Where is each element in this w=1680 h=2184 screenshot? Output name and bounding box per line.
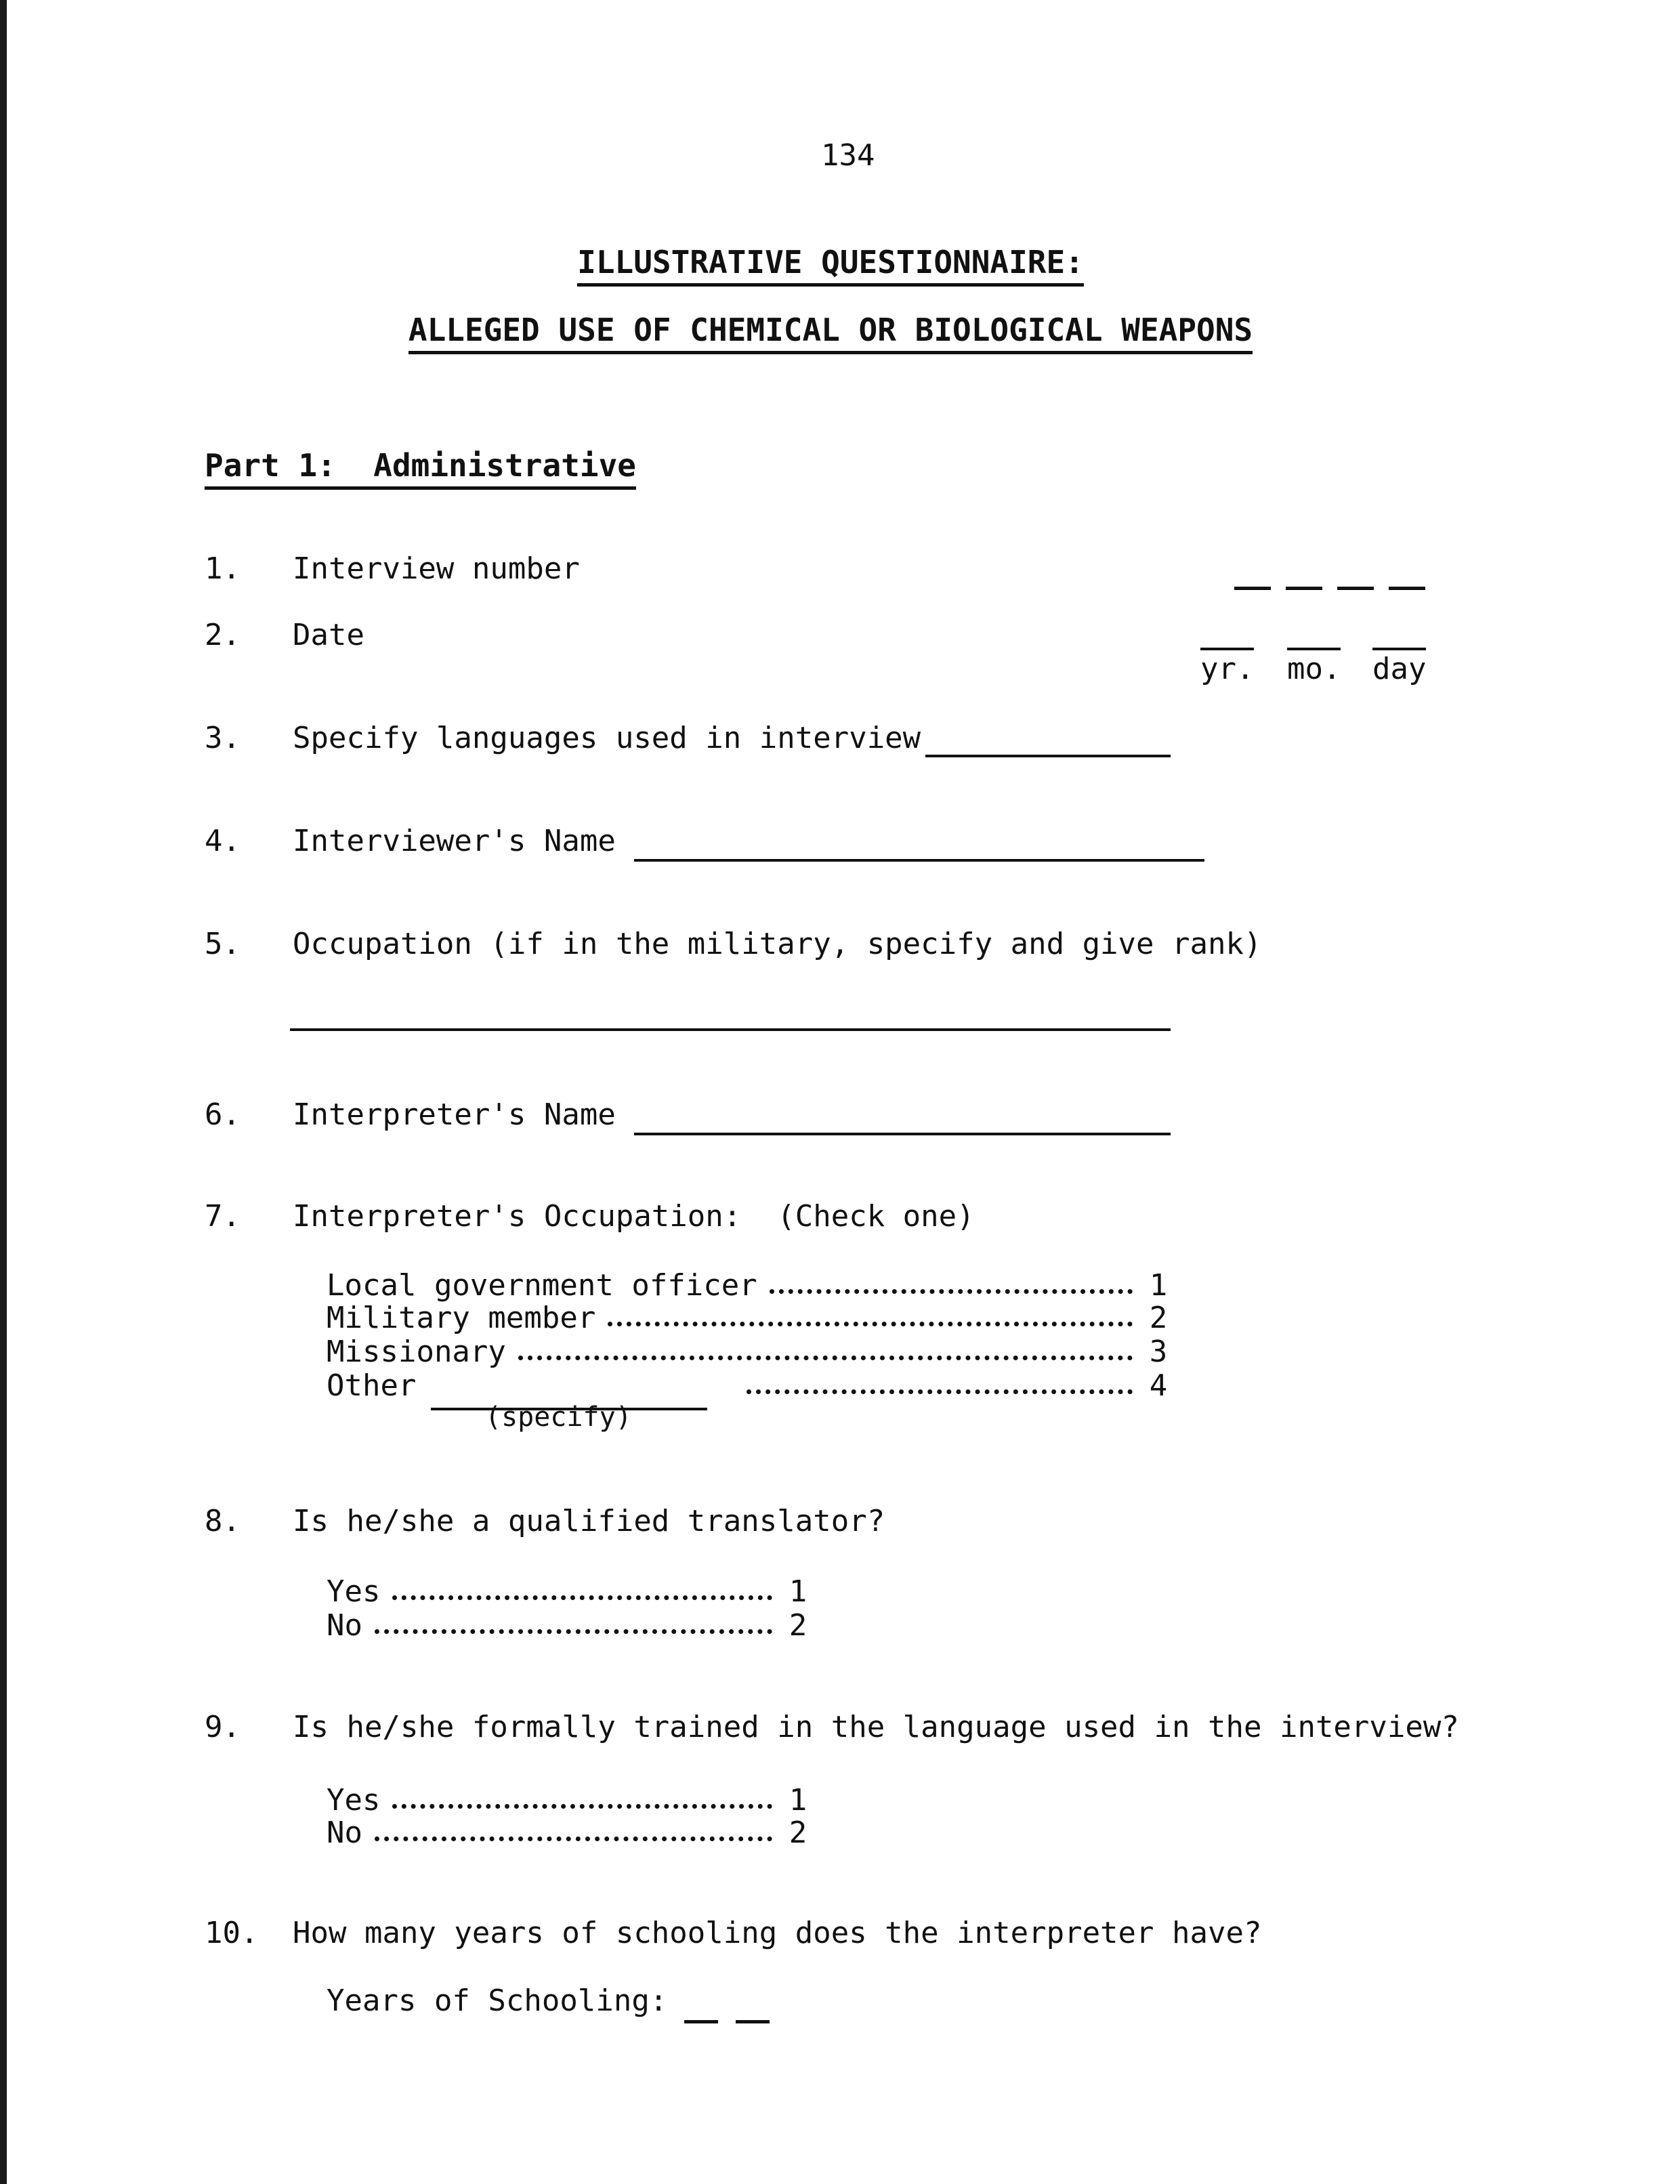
dot-leader: [770, 1289, 1133, 1294]
q9-text: Is he/she formally trained in the language used in the interview?: [293, 1710, 1459, 1744]
interview-number-blank-3[interactable]: [1337, 587, 1374, 590]
option-code: 1: [789, 1574, 807, 1609]
dot-leader: [518, 1356, 1133, 1360]
q10-text: How many years of schooling does the interpreter have?: [293, 1916, 1262, 1950]
dot-leader: [375, 1836, 772, 1841]
option-row[interactable]: [327, 1301, 1172, 1336]
option-label: No: [327, 1608, 362, 1643]
interview-number-blank-1[interactable]: [1234, 587, 1271, 590]
option-code: 3: [1149, 1335, 1168, 1369]
occupation-answer-line[interactable]: [290, 1028, 1171, 1031]
part-heading: [205, 447, 636, 484]
dot-leader: [392, 1804, 772, 1809]
option-code: 2: [789, 1608, 807, 1643]
option-row-other[interactable]: [734, 1368, 1172, 1404]
schooling-years-blank-2[interactable]: [736, 2020, 770, 2023]
dot-leader: [392, 1595, 772, 1600]
title-line-1-text: ILLUSTRATIVE QUESTIONNAIRE:: [577, 244, 1084, 287]
option-label: Local government officer: [327, 1268, 757, 1303]
q2-text: Date: [293, 618, 364, 652]
q4-number: 4.: [205, 824, 240, 858]
q10-number: 10.: [205, 1916, 259, 1950]
option-label: Yes: [327, 1574, 381, 1609]
schooling-years-blank-1[interactable]: [684, 2020, 718, 2023]
q6-text: Interpreter's Name: [293, 1097, 616, 1132]
option-code: 2: [789, 1815, 807, 1850]
option-label: No: [327, 1815, 362, 1850]
interview-number-blank-4[interactable]: [1389, 587, 1425, 590]
q1-text: Interview number: [293, 551, 580, 586]
option-row[interactable]: [327, 1574, 812, 1610]
q5-number: 5.: [205, 927, 240, 961]
option-code: 2: [1149, 1301, 1168, 1335]
option-row[interactable]: [327, 1783, 812, 1818]
option-code: 1: [789, 1783, 807, 1818]
title-line-2-text: ALLEGED USE OF CHEMICAL OR BIOLOGICAL WEAPONS: [408, 312, 1253, 354]
dot-leader: [608, 1322, 1133, 1326]
part-heading-text: Part 1: Administrative: [205, 447, 636, 490]
option-row[interactable]: [327, 1608, 812, 1643]
languages-answer-line[interactable]: [925, 755, 1171, 757]
option-row[interactable]: [327, 1268, 1172, 1303]
option-label-other: Other: [327, 1368, 417, 1403]
q3-text: Specify languages used in interview: [293, 721, 921, 755]
q2-number: 2.: [205, 618, 240, 652]
q4-text: Interviewer's Name: [293, 824, 616, 858]
q8-text: Is he/she a qualified translator?: [293, 1504, 885, 1538]
title-line-2: [0, 312, 1661, 348]
dot-leader: [375, 1629, 772, 1634]
specify-caption: (specify): [485, 1402, 632, 1433]
page-number: 134: [821, 138, 875, 173]
interview-number-blank-2[interactable]: [1286, 587, 1322, 590]
dot-leader: [747, 1389, 1133, 1394]
q7-number: 7.: [205, 1199, 240, 1234]
option-row[interactable]: [327, 1815, 812, 1851]
option-code: 4: [1149, 1368, 1168, 1403]
date-month-field[interactable]: mo.: [1287, 648, 1341, 687]
q5-text: Occupation (if in the military, specify and give rank): [293, 927, 1262, 961]
interviewer-name-line[interactable]: [634, 859, 1204, 862]
option-label: Yes: [327, 1783, 381, 1818]
option-code: 1: [1149, 1268, 1168, 1303]
title-line-1: [0, 244, 1661, 280]
date-day-field[interactable]: day: [1372, 648, 1426, 687]
interpreter-name-line[interactable]: [634, 1133, 1171, 1135]
q6-number: 6.: [205, 1097, 240, 1132]
q7-text: Interpreter's Occupation: (Check one): [293, 1199, 975, 1234]
option-row[interactable]: [327, 1335, 1172, 1370]
option-label: Military member: [327, 1301, 596, 1335]
date-year-field[interactable]: yr.: [1200, 648, 1254, 687]
q3-number: 3.: [205, 721, 240, 755]
years-of-schooling-label: Years of Schooling:: [327, 1983, 668, 2018]
q8-number: 8.: [205, 1504, 240, 1538]
option-label: Missionary: [327, 1335, 506, 1369]
q1-number: 1.: [205, 551, 240, 586]
q9-number: 9.: [205, 1710, 240, 1744]
